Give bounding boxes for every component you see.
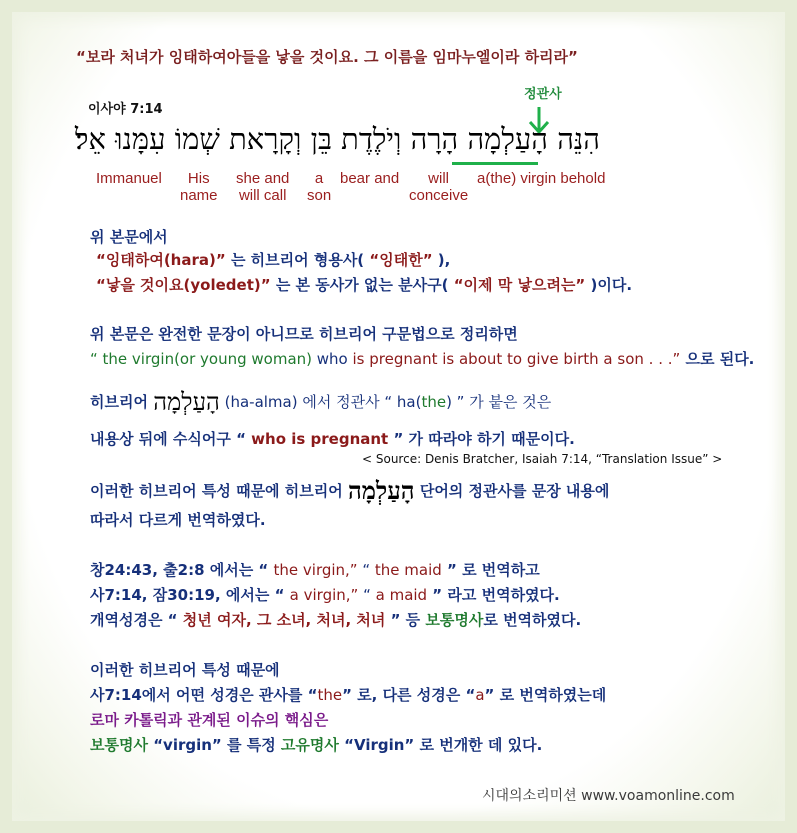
p1-intro: 위 본문에서 (90, 228, 168, 246)
article-underline (452, 162, 538, 165)
p2-line2: “ the virgin(or young woman) who is pregnant is about to give birth a son . . .” 으로 된다. (90, 350, 755, 368)
p6-line4: 보통명사 “virgin” 를 특정 고유명사 “Virgin” 로 번개한 데 있다. (90, 736, 543, 754)
gloss-word: a(the) virgin behold (477, 170, 606, 187)
p6-line2: 사7:14에서 어떤 성경은 관사를 “the” 로, 다른 성경은 “a” 로 번역하였는데 (90, 686, 607, 704)
gloss-word: His name (180, 170, 218, 204)
p1-line2: “잉태하여(hara)” 는 히브리어 형용사( “잉태한” ), (96, 251, 451, 269)
p5-line3: 개역성경은 “ 청년 여자, 그 소녀, 처녀, 처녀 ” 등 보통명사로 번역하였다. (90, 611, 582, 629)
hebrew-verse: הִנֵּה הָעַלְמָה הָרָה וְיֹלֶדֶת בֵּן וְקָרָאת שְׁמוֹ עִמָּנוּ אֵל׃ (74, 122, 600, 156)
gloss-word: Immanuel (96, 170, 162, 187)
p6-line1: 이러한 히브리어 특성 때문에 (90, 661, 280, 679)
definite-article-annotation: 정관사 (524, 87, 562, 102)
footer-credit: 시대의소리미션 www.voamonline.com (482, 788, 735, 804)
gloss-word: will conceive (409, 170, 469, 204)
verse-quote: “보라 처녀가 잉태하여아들을 낳을 것이요. 그 이름을 임마누엘이라 하리라” (76, 48, 578, 66)
gloss-word: a son (307, 170, 332, 204)
p5-line1: 창24:43, 출2:8 에서는 “ the virgin,” “ the maid ” 로 번역하고 (90, 561, 540, 579)
p5-line2: 사7:14, 잠30:19, 에서는 “ a virgin,” “ a maid ” 라고 번역하였다. (90, 586, 560, 604)
p4-line1: 이러한 히브리어 특성 때문에 히브리어 הָעַלְמָה 단어의 정관사를 문장 내용에 (90, 476, 610, 505)
p3-line1: 히브리어 הָעַלְמָה (ha-alma) 에서 정관사 “ ha(the) ” 가 붙은 것은 (90, 388, 552, 416)
p3-line2: 내용상 뒤에 수식어구 “ who is pregnant ” 가 따라야 하기 때문이다. (90, 430, 575, 448)
p1-line3: “낳을 것이요(yoledet)” 는 본 동사가 없는 분사구( “이제 막 낳으려는” )이다. (96, 276, 633, 294)
hebrew-word: הָעַלְמָה (153, 388, 220, 416)
hebrew-word: הָעַלְמָה (347, 476, 415, 505)
p4-line2: 따라서 다르게 번역하였다. (90, 511, 266, 529)
p6-line3: 로마 카톨릭과 관계된 이슈의 핵심은 (90, 711, 329, 729)
verse-reference: 이사야 7:14 (88, 102, 163, 117)
source-citation: < Source: Denis Bratcher, Isaiah 7:14, “Translation Issue” > (362, 452, 723, 466)
gloss-word: bear and (340, 170, 400, 187)
p2-line1: 위 본문은 완전한 문장이 아니므로 히브리어 구문법으로 정리하면 (90, 325, 518, 343)
gloss-word: she and will call (236, 170, 290, 204)
